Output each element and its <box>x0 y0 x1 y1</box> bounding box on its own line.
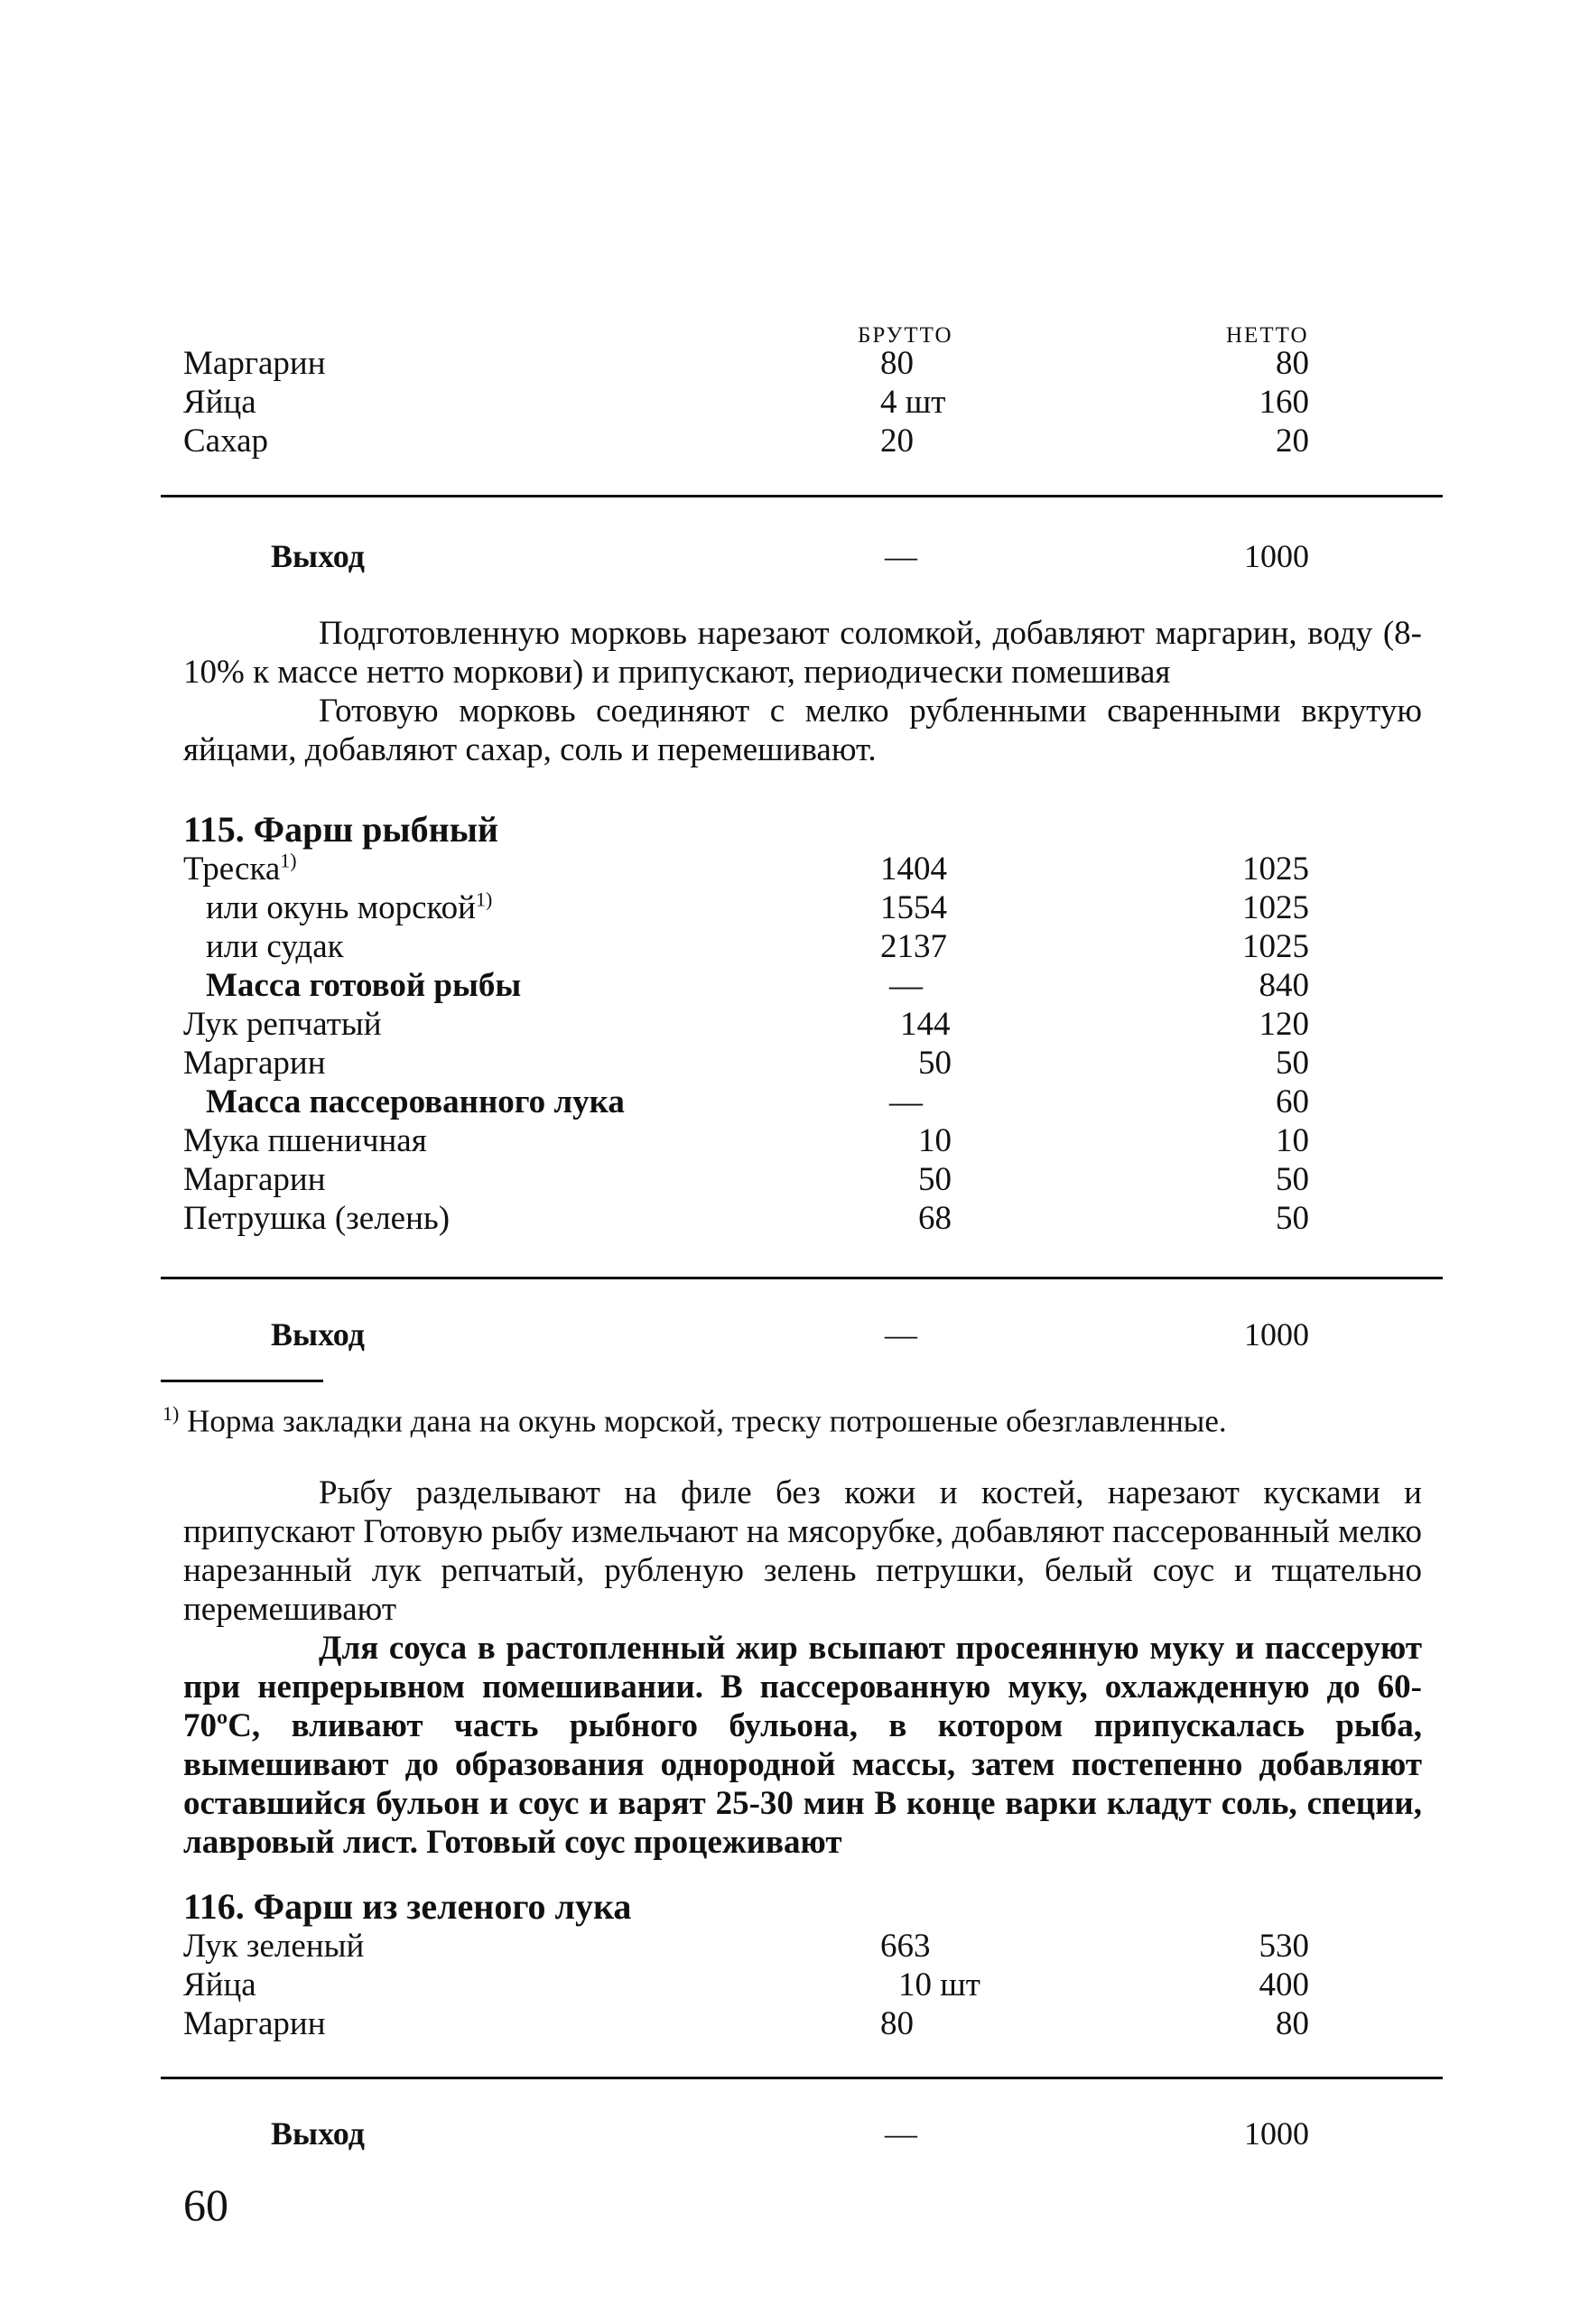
brutto-value: 144 <box>900 1006 951 1043</box>
footnote-marker: 1) <box>280 849 297 872</box>
netto-value: 80 <box>1276 345 1309 382</box>
brutto-value: 50 <box>918 1161 952 1198</box>
column-header-brutto: БРУТТО <box>858 323 953 348</box>
brutto-value: 68 <box>918 1200 952 1237</box>
yield-label: Выход <box>271 538 365 574</box>
ingredient-row <box>0 1159 1570 1201</box>
ingredient-row <box>0 1965 1570 2006</box>
brutto-value: 1554 <box>880 889 947 926</box>
netto-value: 530 <box>1259 1928 1309 1965</box>
yield-value: 1000 <box>1244 1316 1309 1353</box>
yield-dash: — <box>885 1316 917 1353</box>
ingredient-name: или судак <box>206 928 344 965</box>
ingredient-name: Маргарин <box>183 1161 326 1198</box>
page-number: 60 <box>183 2180 228 2230</box>
ingredient-name: Масса пассерованного лука <box>206 1083 625 1120</box>
brutto-value: — <box>889 1083 923 1120</box>
paragraph: Для соуса в растопленный жир всыпают просеянную муку и пассеруют при непрерывном помешивании. В пассерованную муку, охлажденную до 60-70ºС, вливают часть рыбного бульона, в котором припускалась рыба, вымешивают до образования однородной массы, затем постепенно добавляют оставшийся бульон и соус и варят 25-30 мин В конце варки кладут соль, специи, лавровый лист. Готовый соус процеживают <box>183 1630 1422 1861</box>
table-rule <box>161 495 1443 497</box>
netto-value: 50 <box>1276 1161 1309 1198</box>
ingredient-name: Яйца <box>183 384 256 421</box>
ingredient-name: Петрушка (зелень) <box>183 1200 451 1237</box>
yield-value: 1000 <box>1244 2115 1309 2152</box>
ingredient-name: Лук репчатый <box>183 1006 382 1043</box>
ingredient-name: Маргарин <box>183 2005 326 2042</box>
netto-value: 50 <box>1276 1045 1309 1082</box>
netto-value: 1025 <box>1242 889 1309 926</box>
footnote-marker: 1) <box>475 888 493 911</box>
netto-value: 50 <box>1276 1200 1309 1237</box>
ingredient-row <box>0 1198 1570 1240</box>
ingredient-row <box>0 2003 1570 2045</box>
netto-value: 160 <box>1259 384 1309 421</box>
brutto-value: 80 <box>880 345 914 382</box>
ingredient-name: Сахар <box>183 423 269 460</box>
ingredient-row <box>0 965 1570 1007</box>
paragraph: Готовую морковь соединяют с мелко рубленными сваренными вкрутую яйцами, добавляют сахар, соль и перемешивают. <box>183 693 1422 768</box>
table-rule <box>161 2077 1443 2079</box>
footnote-marker: 1) <box>163 1402 180 1425</box>
brutto-value: 663 <box>880 1928 931 1965</box>
netto-value: 20 <box>1276 423 1309 460</box>
ingredient-row <box>0 926 1570 968</box>
ingredient-name: Масса готовой рыбы <box>206 967 522 1004</box>
netto-value: 80 <box>1276 2005 1309 2042</box>
ingredient-name: Маргарин <box>183 345 326 382</box>
brutto-value: 80 <box>880 2005 914 2042</box>
ingredient-row <box>0 1120 1570 1162</box>
column-header-netto: НЕТТО <box>1226 323 1309 348</box>
ingredient-row <box>0 382 1570 423</box>
netto-value: 10 <box>1276 1122 1309 1159</box>
yield-label: Выход <box>271 2115 365 2152</box>
paragraph: Рыбу разделывают на филе без кожи и костей, нарезают кусками и припускают Готовую рыбу измельчают на мясорубке, добавляют пассерованный мелко нарезанный лук репчатый, рубленую зелень петрушки, белый соус и тщательно перемешивают <box>183 1474 1422 1628</box>
ingredient-name: Яйца <box>183 1966 256 2003</box>
ingredient-row <box>0 1004 1570 1046</box>
ingredient-name <box>206 888 492 929</box>
sauce-text <box>183 1629 1422 1862</box>
ingredient-row <box>0 343 1570 385</box>
ingredient-name-text: Треска <box>183 851 281 888</box>
ingredient-name <box>183 849 297 890</box>
recipe-title: 116. Фарш из зеленого лука <box>183 1886 632 1927</box>
ingredient-row <box>0 1926 1570 1967</box>
netto-value: 1025 <box>1242 928 1309 965</box>
ingredient-name: Лук зеленый <box>183 1928 365 1965</box>
netto-value: 120 <box>1259 1006 1309 1043</box>
yield-row <box>0 1314 1570 1355</box>
ingredient-row <box>0 888 1570 929</box>
footnote <box>163 1393 1227 1443</box>
method-text <box>183 1473 1422 1629</box>
footnote-text: Норма закладки дана на окунь морской, треску потрошеные обезглавленные. <box>187 1403 1227 1439</box>
yield-dash: — <box>885 2115 917 2152</box>
recipe-title: 115. Фарш рыбный <box>183 809 498 850</box>
yield-row <box>0 2113 1570 2154</box>
netto-value: 1025 <box>1242 851 1309 888</box>
table-rule <box>161 1277 1443 1279</box>
yield-label: Выход <box>271 1316 365 1353</box>
brutto-value: 1404 <box>880 851 947 888</box>
brutto-value: 10 <box>918 1122 952 1159</box>
ingredient-row <box>0 1043 1570 1084</box>
footnote-rule <box>161 1380 323 1382</box>
yield-row <box>0 535 1570 577</box>
paragraph: Подготовленную морковь нарезают соломкой, добавляют маргарин, воду (8-10% к массе нетто моркови) и припускают, периодически помешивая <box>183 615 1422 691</box>
ingredient-row <box>0 421 1570 462</box>
brutto-value: — <box>889 967 923 1004</box>
ingredient-row <box>0 1082 1570 1123</box>
brutto-value: 20 <box>880 423 914 460</box>
yield-value: 1000 <box>1244 538 1309 574</box>
ingredient-name-text: или окунь морской <box>206 889 476 926</box>
brutto-value: 2137 <box>880 928 947 965</box>
ingredient-name: Маргарин <box>183 1045 326 1082</box>
ingredient-name: Мука пшеничная <box>183 1122 427 1159</box>
brutto-value: 10 шт <box>898 1966 980 2003</box>
netto-value: 60 <box>1276 1083 1309 1120</box>
yield-dash: — <box>885 538 917 574</box>
brutto-value: 4 шт <box>880 384 946 421</box>
brutto-value: 50 <box>918 1045 952 1082</box>
netto-value: 840 <box>1259 967 1309 1004</box>
method-text <box>183 614 1422 769</box>
ingredient-row <box>0 849 1570 890</box>
netto-value: 400 <box>1259 1966 1309 2003</box>
